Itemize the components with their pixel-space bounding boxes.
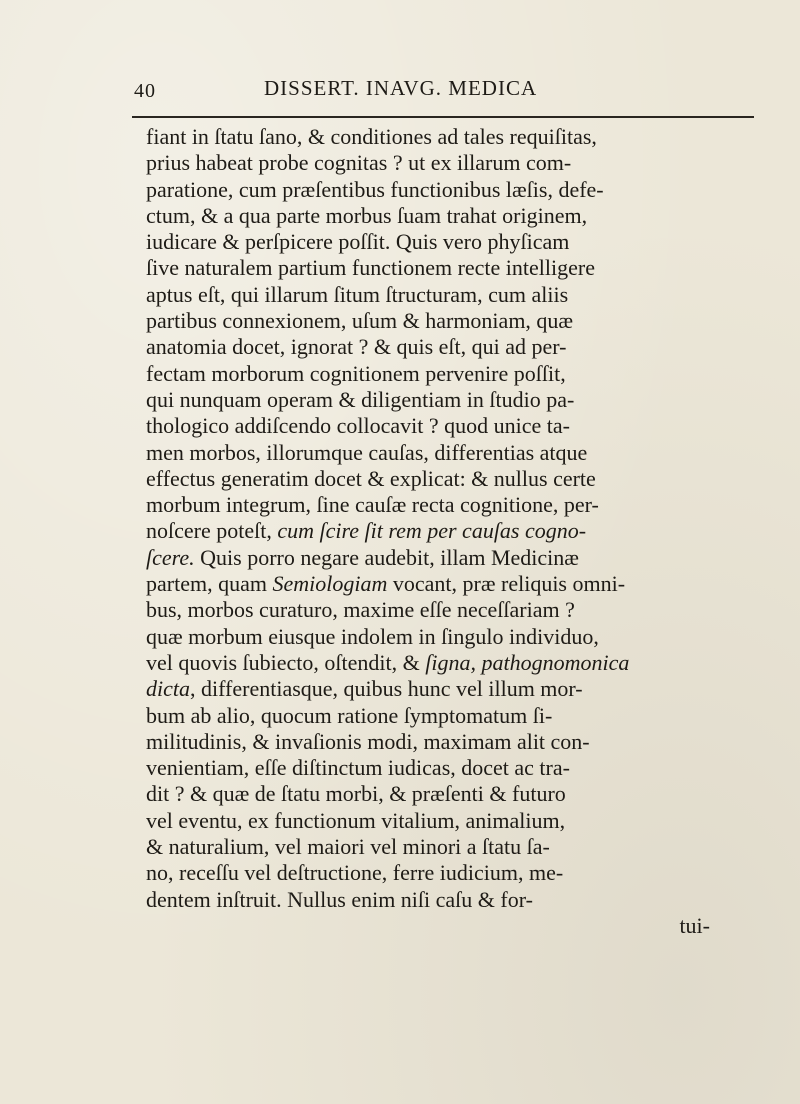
text-line: thologico addiſcendo collocavit ? quod unice ta- — [146, 413, 570, 439]
text-line: partem, quam Semiologiam vocant, præ reliquis omni- — [146, 571, 626, 597]
text-line: prius habeat probe cognitas ? ut ex illarum com- — [146, 150, 572, 176]
text-line: anatomia docet, ignorat ? & quis eſt, qui ad per- — [146, 334, 567, 360]
text-line: ctum, & a qua parte morbus ſuam trahat originem, — [146, 202, 588, 228]
italic-phrase: dicta — [146, 676, 190, 702]
text-line: aptus eſt, qui illarum ſitum ſtructuram, cum aliis — [146, 281, 569, 307]
text-line: & naturalium, vel maiori vel minori a ſtatu ſa- — [146, 834, 550, 860]
text-line: fectam morborum cognitionem pervenire poſſit, — [146, 360, 566, 386]
text-line: men morbos, illorumque cauſas, differentias atque — [146, 439, 588, 465]
catchword: tui- — [679, 912, 710, 938]
text-line: effectus generatim docet & explicat: & nullus certe — [146, 465, 596, 491]
text-line: ſcere. Quis porro negare audebit, illam Medicinæ — [146, 544, 579, 570]
text-line: dit ? & quæ de ſtatu morbi, & præſenti & futuro — [146, 781, 566, 807]
text-line: iudicare & perſpicere poſſit. Quis vero phyſicam — [146, 229, 570, 255]
page-header — [134, 76, 754, 106]
text-line: paratione, cum præſentibus functionibus læſis, defe- — [146, 176, 604, 202]
text-line: dentem inſtruit. Nullus enim niſi caſu & for- — [146, 886, 533, 912]
text-line: bus, morbos curaturo, maxime eſſe neceſſariam ? — [146, 597, 575, 623]
text-line: bum ab alio, quocum ratione ſymptomatum ſi- — [146, 702, 553, 728]
text-line: morbum integrum, ſine cauſæ recta cognitione, per- — [146, 492, 599, 518]
text-line: ſive naturalem partium functionem recte intelligere — [146, 255, 595, 281]
text-line: qui nunquam operam & diligentiam in ſtudio pa- — [146, 386, 575, 412]
body-text — [146, 124, 766, 939]
running-head: DISSERT. INAVG. MEDICA — [264, 76, 538, 100]
italic-phrase: ſcere. — [146, 544, 195, 570]
italic-phrase: cum ſcire ſit rem per cauſas cogno- — [277, 518, 587, 544]
header-rule — [132, 116, 754, 118]
text-line: quæ morbum eiusque indolem in ſingulo individuo, — [146, 623, 599, 649]
page-number: 40 — [134, 80, 156, 102]
text-line: fiant in ſtatu ſano, & conditiones ad tales requiſitas, — [146, 124, 597, 149]
text-line: venientiam, eſſe diſtinctum iudicas, docet ac tra- — [146, 755, 570, 781]
text-line: dicta, differentiasque, quibus hunc vel illum mor- — [146, 676, 583, 702]
italic-phrase: ſigna, pathognomonica — [425, 649, 630, 675]
text-line: vel quovis ſubiecto, oſtendit, & ſigna, pathognomonica — [146, 649, 630, 675]
italic-phrase: Semiologiam — [272, 571, 388, 597]
text-line: partibus connexionem, uſum & harmoniam, quæ — [146, 308, 574, 334]
text-line: vel eventu, ex functionum vitalium, animalium, — [146, 807, 566, 833]
text-line: militudinis, & invaſionis modi, maximam alit con- — [146, 728, 590, 754]
text-line: noſcere poteſt, cum ſcire ſit rem per cauſas cogno- — [146, 518, 587, 544]
text-line: no, receſſu vel deſtructione, ferre iudicium, me- — [146, 860, 564, 886]
